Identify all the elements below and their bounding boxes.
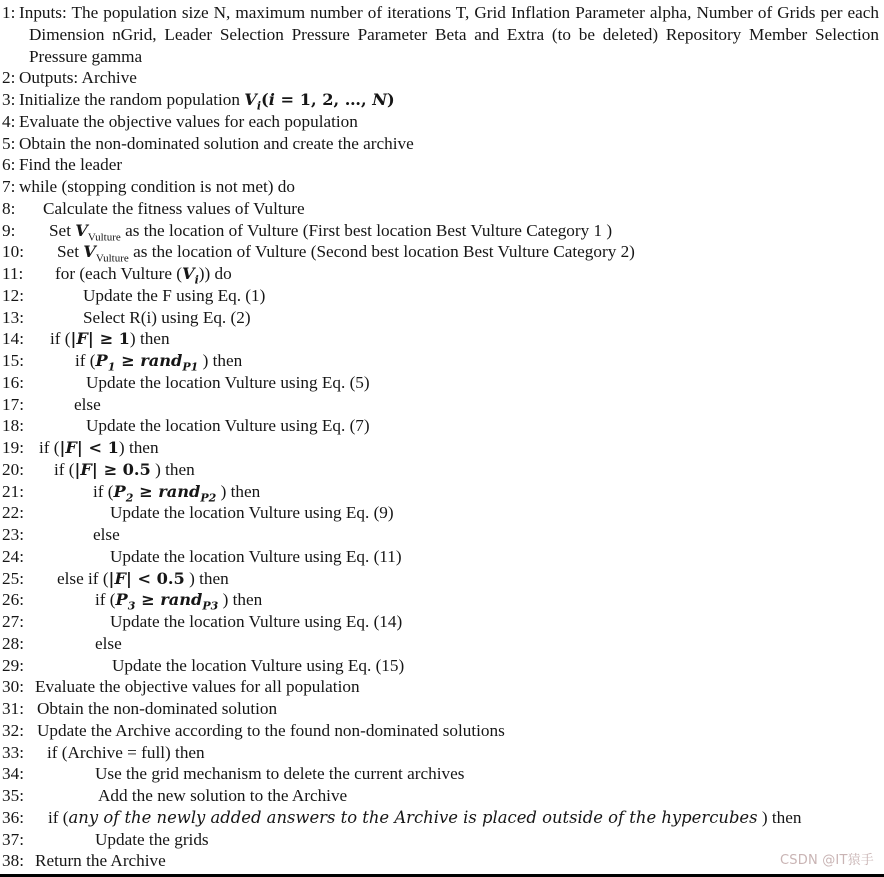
math-segment: = 1, 2, …, <box>274 90 373 109</box>
subscript-segment: 1 <box>107 360 116 374</box>
algo-line <box>0 785 884 807</box>
text-segment: Find the leader <box>19 155 123 175</box>
line-number: 2: <box>2 68 16 88</box>
text-segment: Calculate the fitness values of Vulture <box>43 198 305 218</box>
algo-line <box>0 676 884 698</box>
text-segment: Outputs: Archive <box>19 68 137 88</box>
math-segment: N <box>372 90 388 109</box>
subscript-segment: 2 <box>125 490 134 504</box>
algo-line <box>0 263 884 285</box>
subscript-segment: P3 <box>202 599 219 613</box>
text-segment: if ( <box>93 481 114 501</box>
math-segment: V <box>182 264 195 283</box>
math-segment: F <box>80 459 92 479</box>
algo-line <box>0 415 884 437</box>
line-content <box>0 785 884 807</box>
math-segment: | <box>74 459 81 479</box>
algo-line <box>0 133 884 155</box>
line-content <box>0 502 884 524</box>
math-segment: V <box>75 220 88 240</box>
math-segment: rand <box>160 590 203 610</box>
algo-line <box>0 502 884 524</box>
line-number: 24: <box>2 546 24 566</box>
math-segment: V <box>244 90 257 109</box>
text-segment: if ( <box>54 459 75 479</box>
algo-line <box>0 611 884 633</box>
algo-line <box>0 589 884 611</box>
line-number: 3: <box>2 90 16 109</box>
text-segment: Use the grid mechanism to delete the current archives <box>95 764 465 784</box>
line-number: 30: <box>2 677 24 697</box>
line-content <box>0 698 884 720</box>
algo-line <box>0 742 884 764</box>
text-segment: ) then <box>150 459 195 479</box>
math-segment: ≥ <box>133 481 159 501</box>
algo-line <box>0 546 884 568</box>
text-segment: if ( <box>75 351 96 370</box>
algo-line <box>0 459 884 481</box>
math-segment: P <box>115 590 128 610</box>
text-segment: Initialize the random population <box>19 90 245 109</box>
math-segment: P <box>95 351 108 370</box>
line-number: 5: <box>2 133 16 153</box>
algo-line <box>0 198 884 220</box>
text-segment: Update the location Vulture using Eq. (15) <box>112 655 405 675</box>
line-number: 1: <box>2 3 16 22</box>
line-content <box>0 111 884 133</box>
math-segment: ) <box>387 90 395 109</box>
text-segment: ) then <box>757 807 802 827</box>
line-content <box>0 720 884 742</box>
text-segment: Obtain the non-dominated solution and create the archive <box>19 133 414 153</box>
line-number: 35: <box>2 786 24 805</box>
math-segment: P <box>113 481 126 501</box>
line-number: 26: <box>2 590 24 610</box>
text-segment: Return the Archive <box>35 851 166 871</box>
algo-line <box>0 328 884 350</box>
italic-segment: any of the newly added answers to the Archive is placed outside of the hypercubes <box>68 807 758 827</box>
line-number: 34: <box>2 764 24 784</box>
line-content <box>0 372 884 394</box>
math-segment: ≥ <box>115 351 141 370</box>
line-number: 31: <box>2 699 24 718</box>
line-content <box>0 307 884 329</box>
subscript-segment: Vulture <box>87 230 121 243</box>
algo-line <box>0 67 884 89</box>
algo-line <box>0 2 884 67</box>
text-segment: if ( <box>50 329 71 349</box>
line-number: 29: <box>2 655 24 675</box>
math-segment: F <box>76 329 88 349</box>
algo-line <box>0 307 884 329</box>
line-number: 7: <box>2 177 16 196</box>
line-content <box>0 176 884 198</box>
math-segment: | ≥ 0.5 <box>91 459 151 479</box>
algo-line <box>0 111 884 133</box>
text-segment: if ( <box>39 438 60 457</box>
text-segment: if ( <box>95 590 116 610</box>
subscript-segment: i <box>194 273 199 287</box>
line-content <box>0 198 884 220</box>
line-content <box>0 133 884 155</box>
algo-line <box>0 568 884 590</box>
subscript-segment: 3 <box>127 599 136 613</box>
line-content <box>0 524 884 546</box>
line-content <box>0 742 884 764</box>
line-content <box>0 328 884 350</box>
line-content <box>0 481 884 503</box>
algo-line <box>0 350 884 372</box>
algo-line <box>0 720 884 742</box>
math-segment: | < 0.5 <box>125 568 185 588</box>
line-content <box>0 676 884 698</box>
text-segment: as the location of Vulture (Second best location Best Vulture Category 2) <box>128 242 635 262</box>
text-segment: else <box>93 525 120 544</box>
line-content <box>0 263 884 285</box>
algo-line <box>0 394 884 416</box>
line-content <box>0 437 884 459</box>
algo-line <box>0 850 884 872</box>
subscript-segment: i <box>256 99 262 113</box>
math-segment: V <box>83 242 96 262</box>
line-number: 33: <box>2 742 24 762</box>
line-number: 37: <box>2 829 24 849</box>
line-content <box>0 415 884 437</box>
math-segment: rand <box>140 351 183 370</box>
text-segment: )) do <box>198 264 232 283</box>
text-segment: else <box>74 394 101 414</box>
algo-line <box>0 154 884 176</box>
line-content <box>0 829 884 851</box>
text-segment: Select R(i) using Eq. (2) <box>83 307 251 327</box>
algo-line <box>0 372 884 394</box>
line-content <box>0 546 884 568</box>
text-segment: else if ( <box>57 568 109 588</box>
algo-line <box>0 524 884 546</box>
line-content <box>0 763 884 785</box>
math-segment: ≥ <box>135 590 161 610</box>
line-content <box>0 67 884 89</box>
algo-line <box>0 807 884 829</box>
subscript-segment: P2 <box>200 490 217 504</box>
text-segment: as the location of Vulture (First best location Best Vulture Category 1 ) <box>120 220 613 240</box>
math-segment: F <box>114 568 126 588</box>
line-number: 16: <box>2 372 24 392</box>
text-segment: Set <box>49 220 76 240</box>
line-content <box>0 655 884 677</box>
line-content <box>0 2 879 67</box>
line-number: 11: <box>2 264 24 283</box>
algorithm-listing <box>0 2 884 872</box>
text-segment: Add the new solution to the Archive <box>98 786 348 805</box>
math-segment: | <box>108 568 115 588</box>
algo-line <box>0 655 884 677</box>
line-content <box>0 89 884 111</box>
text-segment: if ( <box>48 807 69 827</box>
algo-line <box>0 633 884 655</box>
line-content <box>0 241 884 263</box>
text-segment: Update the grids <box>95 829 209 849</box>
line-number: 38: <box>2 851 24 871</box>
math-segment: | ≥ 1 <box>87 329 130 349</box>
math-segment: i <box>268 90 275 109</box>
math-segment: | <box>59 438 66 457</box>
line-content <box>0 350 884 372</box>
text-segment: Update the Archive according to the found non-dominated solutions <box>37 720 505 740</box>
text-segment: Set <box>57 242 84 262</box>
line-content <box>0 568 884 590</box>
watermark: CSDN @IT猿手 <box>780 853 874 868</box>
line-number: 15: <box>2 351 24 370</box>
text-segment: ) then <box>198 351 243 370</box>
line-number: 14: <box>2 329 24 349</box>
line-content <box>0 285 884 307</box>
text-segment: Evaluate the objective values for each population <box>19 111 358 131</box>
text-segment: else <box>95 633 122 653</box>
line-number: 13: <box>2 307 24 327</box>
text-segment: Update the location Vulture using Eq. (11) <box>110 546 402 566</box>
math-segment: F <box>65 438 77 457</box>
line-number: 17: <box>2 394 24 414</box>
algo-line <box>0 220 884 242</box>
line-content <box>0 154 884 176</box>
text-segment: Update the location Vulture using Eq. (14) <box>110 612 403 631</box>
math-segment: ( <box>261 90 269 109</box>
text-segment: Update the location Vulture using Eq. (7) <box>86 416 370 436</box>
text-segment: Update the location Vulture using Eq. (5) <box>86 372 370 392</box>
algo-line <box>0 176 884 198</box>
algo-line <box>0 829 884 851</box>
line-number: 23: <box>2 525 24 544</box>
line-content <box>0 850 884 872</box>
line-number: 6: <box>2 155 16 175</box>
line-number: 20: <box>2 459 24 479</box>
text-segment: Obtain the non-dominated solution <box>37 699 278 718</box>
line-number: 9: <box>2 220 16 240</box>
line-number: 22: <box>2 503 24 523</box>
line-number: 8: <box>2 198 16 218</box>
line-content <box>0 611 884 633</box>
line-number: 25: <box>2 568 24 588</box>
algo-line <box>0 437 884 459</box>
text-segment: Evaluate the objective values for all population <box>35 677 360 697</box>
algo-line <box>0 698 884 720</box>
text-segment: ) then <box>118 438 159 457</box>
line-number: 19: <box>2 438 24 457</box>
math-segment: rand <box>158 481 201 501</box>
algo-line <box>0 763 884 785</box>
line-content <box>0 220 884 242</box>
line-number: 27: <box>2 612 24 631</box>
line-content <box>0 807 884 829</box>
text-segment: if (Archive = full) then <box>47 742 205 762</box>
subscript-segment: P1 <box>182 360 199 374</box>
line-content <box>0 394 884 416</box>
line-number: 10: <box>2 242 24 262</box>
text-segment: ) then <box>216 481 261 501</box>
subscript-segment: Vulture <box>95 252 129 265</box>
text-segment: ) then <box>184 568 229 588</box>
line-number: 12: <box>2 285 24 305</box>
line-number: 28: <box>2 633 24 653</box>
line-number: 21: <box>2 481 24 501</box>
line-content <box>0 589 884 611</box>
line-number: 36: <box>2 807 24 827</box>
text-segment: for (each Vulture ( <box>55 264 183 283</box>
line-number: 32: <box>2 720 24 740</box>
algo-line <box>0 89 884 111</box>
text-segment: ) then <box>129 329 170 349</box>
algo-line <box>0 481 884 503</box>
algo-line <box>0 285 884 307</box>
line-content <box>0 633 884 655</box>
line-number: 18: <box>2 416 24 436</box>
line-content <box>0 459 884 481</box>
math-segment: | < 1 <box>76 438 119 457</box>
line-number: 4: <box>2 111 16 131</box>
math-segment: | <box>70 329 77 349</box>
text-segment: Inputs: The population size N, maximum number of iterations T, Grid Inflation Parameter alpha, Number of Grids per each Dimension nGrid, Leader Selection Pressure Parameter Beta and Extra (to be deleted) Repository Member Selection Pressure gamma <box>19 3 879 66</box>
text-segment: while (stopping condition is not met) do <box>19 177 295 196</box>
text-segment: Update the location Vulture using Eq. (9) <box>110 503 394 523</box>
text-segment: Update the F using Eq. (1) <box>83 285 266 305</box>
text-segment: ) then <box>218 590 263 610</box>
algo-line <box>0 241 884 263</box>
